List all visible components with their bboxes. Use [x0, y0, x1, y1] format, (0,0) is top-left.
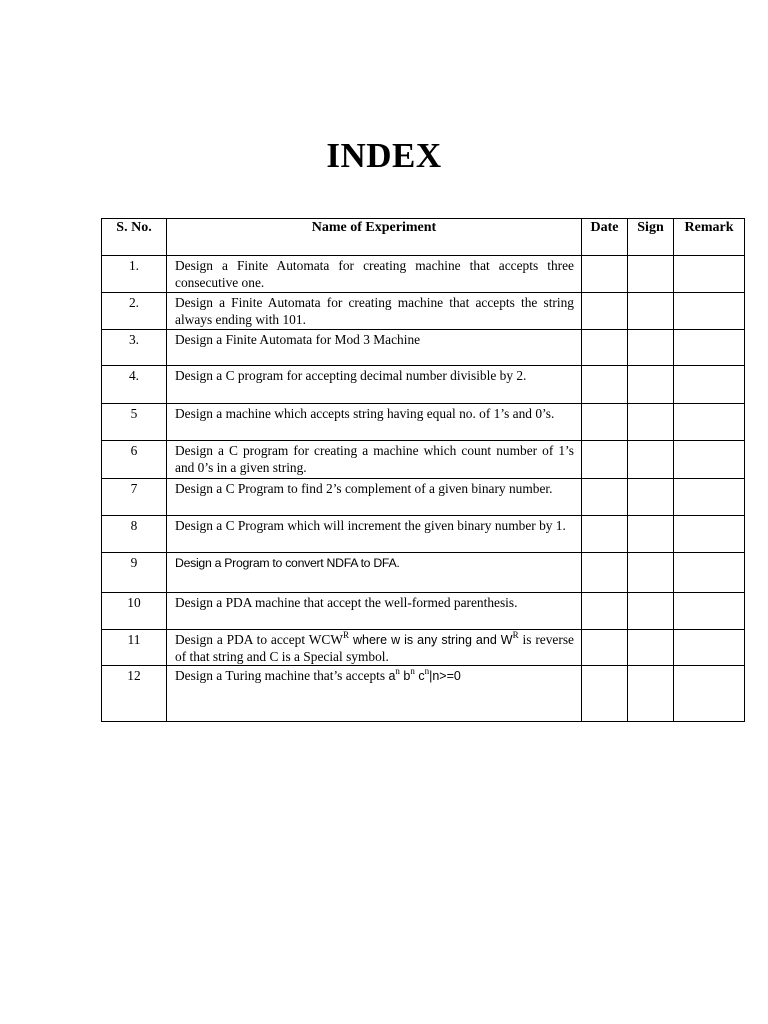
row-sign-cell: [628, 441, 674, 479]
table-header-row: [102, 219, 745, 256]
row-sno: 6: [102, 441, 167, 479]
row-date-cell: [582, 479, 628, 516]
row-date-cell: [582, 441, 628, 479]
row-date-cell: [582, 330, 628, 366]
table-row: [102, 630, 745, 666]
superscript: n: [424, 666, 430, 676]
row-sign-cell: [628, 366, 674, 404]
row-sign-cell: [628, 593, 674, 630]
header-date: Date: [582, 219, 628, 256]
row-experiment: Design a Finite Automata for creating machine that accepts three consecutive one.: [167, 256, 582, 293]
row-experiment: Design a Program to convert NDFA to DFA.: [167, 553, 582, 593]
superscript: n: [395, 666, 400, 676]
row-experiment: Design a C program for creating a machine which count number of 1’s and 0’s in a given string.: [167, 441, 582, 479]
math-symbol: b: [399, 669, 411, 683]
row-experiment: [167, 666, 582, 722]
row-sign-cell: [628, 516, 674, 553]
row-sno: 10: [102, 593, 167, 630]
row-sno: 4.: [102, 366, 167, 404]
row-remark-cell: [674, 593, 745, 630]
row-experiment: Design a C Program to find 2’s complement of a given binary number.: [167, 479, 582, 516]
row-sno: 3.: [102, 330, 167, 366]
row-sign-cell: [628, 630, 674, 666]
table-row: [102, 441, 745, 479]
text-part: is reverse of that string and C is a Special symbol.: [175, 632, 574, 664]
text-part: Design a PDA to accept WCW: [175, 632, 343, 647]
row-remark-cell: [674, 441, 745, 479]
row-remark-cell: [674, 366, 745, 404]
text-part: where w is any string and W: [348, 633, 513, 647]
row-remark-cell: [674, 630, 745, 666]
table-row: [102, 256, 745, 293]
row-sign-cell: [628, 404, 674, 441]
table-row: [102, 553, 745, 593]
row-remark-cell: [674, 479, 745, 516]
row-date-cell: [582, 666, 628, 722]
row-date-cell: [582, 256, 628, 293]
superscript: R: [512, 630, 519, 640]
row-date-cell: [582, 630, 628, 666]
row-date-cell: [582, 553, 628, 593]
row-sno: 12: [102, 666, 167, 722]
superscript: R: [342, 630, 349, 640]
row-remark-cell: [674, 516, 745, 553]
table-row: [102, 593, 745, 630]
row-sign-cell: [628, 666, 674, 722]
math-symbol: a: [388, 669, 396, 683]
row-date-cell: [582, 366, 628, 404]
table-row: [102, 293, 745, 330]
row-sign-cell: [628, 553, 674, 593]
row-experiment: [167, 630, 582, 666]
row-date-cell: [582, 593, 628, 630]
row-sign-cell: [628, 330, 674, 366]
header-sign: Sign: [628, 219, 674, 256]
index-table: [101, 218, 745, 722]
table-row: [102, 666, 745, 722]
header-name: Name of Experiment: [167, 219, 582, 256]
row-sign-cell: [628, 479, 674, 516]
text-part: Design a Turing machine that’s accepts: [175, 668, 389, 683]
row-remark-cell: [674, 293, 745, 330]
table-row: [102, 479, 745, 516]
row-sno: 7: [102, 479, 167, 516]
row-experiment: Design a Finite Automata for creating machine that accepts the string always ending with 101.: [167, 293, 582, 330]
table-row: [102, 516, 745, 553]
row-experiment: Design a PDA machine that accept the well-formed parenthesis.: [167, 593, 582, 630]
header-remark: Remark: [674, 219, 745, 256]
row-remark-cell: [674, 256, 745, 293]
math-condition: |n>=0: [429, 669, 461, 683]
page-title: INDEX: [326, 136, 442, 175]
header-sno: S. No.: [102, 219, 167, 256]
row-date-cell: [582, 404, 628, 441]
row-remark-cell: [674, 330, 745, 366]
row-experiment: Design a machine which accepts string having equal no. of 1’s and 0’s.: [167, 404, 582, 441]
row-sno: 8: [102, 516, 167, 553]
superscript: n: [410, 666, 415, 676]
row-sign-cell: [628, 256, 674, 293]
row-sno: 9: [102, 553, 167, 593]
table-row: [102, 330, 745, 366]
row-remark-cell: [674, 553, 745, 593]
row-sign-cell: [628, 293, 674, 330]
row-sno: 2.: [102, 293, 167, 330]
row-experiment: Design a C Program which will increment the given binary number by 1.: [167, 516, 582, 553]
table-row: [102, 404, 745, 441]
table-row: [102, 366, 745, 404]
row-remark-cell: [674, 404, 745, 441]
row-experiment: Design a C program for accepting decimal number divisible by 2.: [167, 366, 582, 404]
row-experiment: Design a Finite Automata for Mod 3 Machine: [167, 330, 582, 366]
row-date-cell: [582, 516, 628, 553]
row-date-cell: [582, 293, 628, 330]
row-remark-cell: [674, 666, 745, 722]
row-sno: 1.: [102, 256, 167, 293]
row-sno: 11: [102, 630, 167, 666]
row-sno: 5: [102, 404, 167, 441]
math-symbol: c: [414, 669, 425, 683]
